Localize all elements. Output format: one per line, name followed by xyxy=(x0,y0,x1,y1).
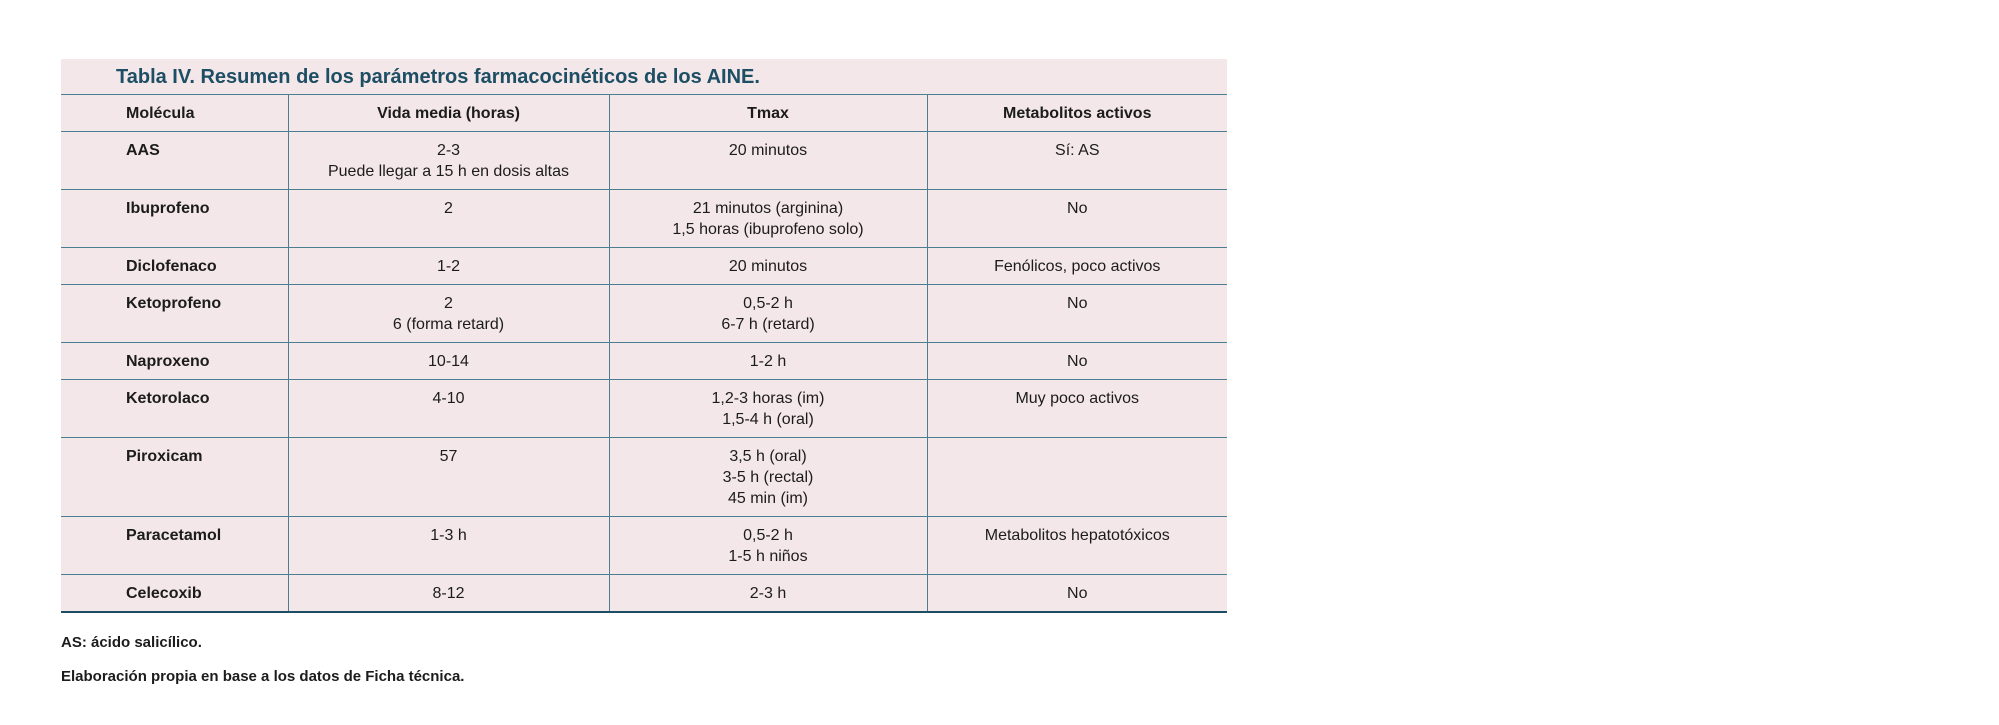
cell-half-life xyxy=(288,132,609,190)
cell-molecule: Paracetamol xyxy=(61,517,288,575)
cell-molecule: Diclofenaco xyxy=(61,248,288,285)
cell-line: 8-12 xyxy=(432,585,465,602)
cell-active-metabolites xyxy=(927,285,1227,343)
cell-line: 3-5 h (rectal) xyxy=(722,469,814,486)
cell-line: 3,5 h (oral) xyxy=(729,448,807,465)
cell-line: Fenólicos, poco activos xyxy=(994,258,1161,275)
cell-active-metabolites xyxy=(927,438,1227,517)
cell-line: Sí: AS xyxy=(1055,142,1100,159)
cell-half-life xyxy=(288,575,609,613)
cell-line: 1-3 h xyxy=(430,527,467,544)
cell-tmax xyxy=(609,132,927,190)
cell-line: 20 minutos xyxy=(728,142,808,159)
cell-half-life xyxy=(288,438,609,517)
cell-line: 1-2 xyxy=(436,258,461,275)
table-row xyxy=(61,132,1227,190)
cell-line: 1-2 h xyxy=(749,353,787,370)
cell-tmax xyxy=(609,380,927,438)
header-half-life: Vida media (horas) xyxy=(288,95,609,132)
cell-active-metabolites xyxy=(927,575,1227,613)
cell-tmax xyxy=(609,285,927,343)
table-row xyxy=(61,285,1227,343)
cell-active-metabolites xyxy=(927,380,1227,438)
table-body xyxy=(61,132,1227,613)
cell-line: 0,5-2 h xyxy=(743,527,793,544)
cell-line: Metabolitos hepatotóxicos xyxy=(984,527,1170,544)
cell-molecule: Ketoprofeno xyxy=(61,285,288,343)
cell-line: No xyxy=(1067,295,1088,312)
cell-active-metabolites xyxy=(927,517,1227,575)
cell-line: No xyxy=(1067,353,1088,370)
cell-line: 0,5-2 h xyxy=(743,295,793,312)
cell-line: 4-10 xyxy=(432,390,465,407)
pharmacokinetics-table xyxy=(61,95,1227,613)
cell-line: 10-14 xyxy=(428,353,469,370)
cell-line: 1,5 horas (ibuprofeno solo) xyxy=(672,221,864,238)
cell-half-life xyxy=(288,380,609,438)
cell-tmax xyxy=(609,190,927,248)
cell-active-metabolites xyxy=(927,132,1227,190)
header-tmax: Tmax xyxy=(609,95,927,132)
cell-tmax xyxy=(609,248,927,285)
cell-line: 1,2-3 horas (im) xyxy=(711,390,825,407)
cell-line: 57 xyxy=(439,448,458,465)
cell-line: 45 min (im) xyxy=(727,490,808,507)
cell-line: 6-7 h (retard) xyxy=(721,316,815,333)
cell-tmax xyxy=(609,438,927,517)
cell-half-life xyxy=(288,190,609,248)
cell-molecule: Naproxeno xyxy=(61,343,288,380)
cell-active-metabolites xyxy=(927,248,1227,285)
cell-molecule: Ibuprofeno xyxy=(61,190,288,248)
cell-half-life xyxy=(288,517,609,575)
cell-active-metabolites xyxy=(927,343,1227,380)
pharmacokinetics-table-panel xyxy=(61,59,1227,613)
cell-molecule: Piroxicam xyxy=(61,438,288,517)
cell-half-life xyxy=(288,248,609,285)
table-row xyxy=(61,343,1227,380)
cell-active-metabolites xyxy=(927,190,1227,248)
cell-line: 1,5-4 h (oral) xyxy=(722,411,814,428)
cell-molecule: AAS xyxy=(61,132,288,190)
table-row xyxy=(61,438,1227,517)
cell-tmax xyxy=(609,343,927,380)
table-title: Tabla IV. Resumen de los parámetros farmacocinéticos de los AINE. xyxy=(61,59,1227,95)
cell-line: Puede llegar a 15 h en dosis altas xyxy=(327,163,570,180)
table-row xyxy=(61,380,1227,438)
cell-line: 2-3 xyxy=(436,142,461,159)
header-molecule: Molécula xyxy=(61,95,288,132)
cell-line: 6 (forma retard) xyxy=(392,316,505,333)
cell-molecule: Celecoxib xyxy=(61,575,288,613)
table-header-row xyxy=(61,95,1227,132)
cell-line: No xyxy=(1067,200,1088,217)
footnote-source: Elaboración propia en base a los datos de Ficha técnica. xyxy=(61,668,465,685)
cell-tmax xyxy=(609,575,927,613)
cell-line: 20 minutos xyxy=(728,258,808,275)
cell-line: 1-5 h niños xyxy=(728,548,808,565)
header-active-metabolites: Metabolitos activos xyxy=(927,95,1227,132)
table-row xyxy=(61,248,1227,285)
cell-line: Muy poco activos xyxy=(1015,390,1140,407)
table-row xyxy=(61,517,1227,575)
cell-line: 2 xyxy=(444,200,453,217)
cell-line: 2-3 h xyxy=(749,585,787,602)
table-row xyxy=(61,190,1227,248)
cell-tmax xyxy=(609,517,927,575)
cell-line: 21 minutos (arginina) xyxy=(692,200,844,217)
cell-line: 2 xyxy=(444,295,453,312)
cell-half-life xyxy=(288,285,609,343)
table-row xyxy=(61,575,1227,613)
footnote-abbreviation: AS: ácido salicílico. xyxy=(61,634,202,651)
cell-line: No xyxy=(1067,585,1088,602)
cell-molecule: Ketorolaco xyxy=(61,380,288,438)
cell-half-life xyxy=(288,343,609,380)
